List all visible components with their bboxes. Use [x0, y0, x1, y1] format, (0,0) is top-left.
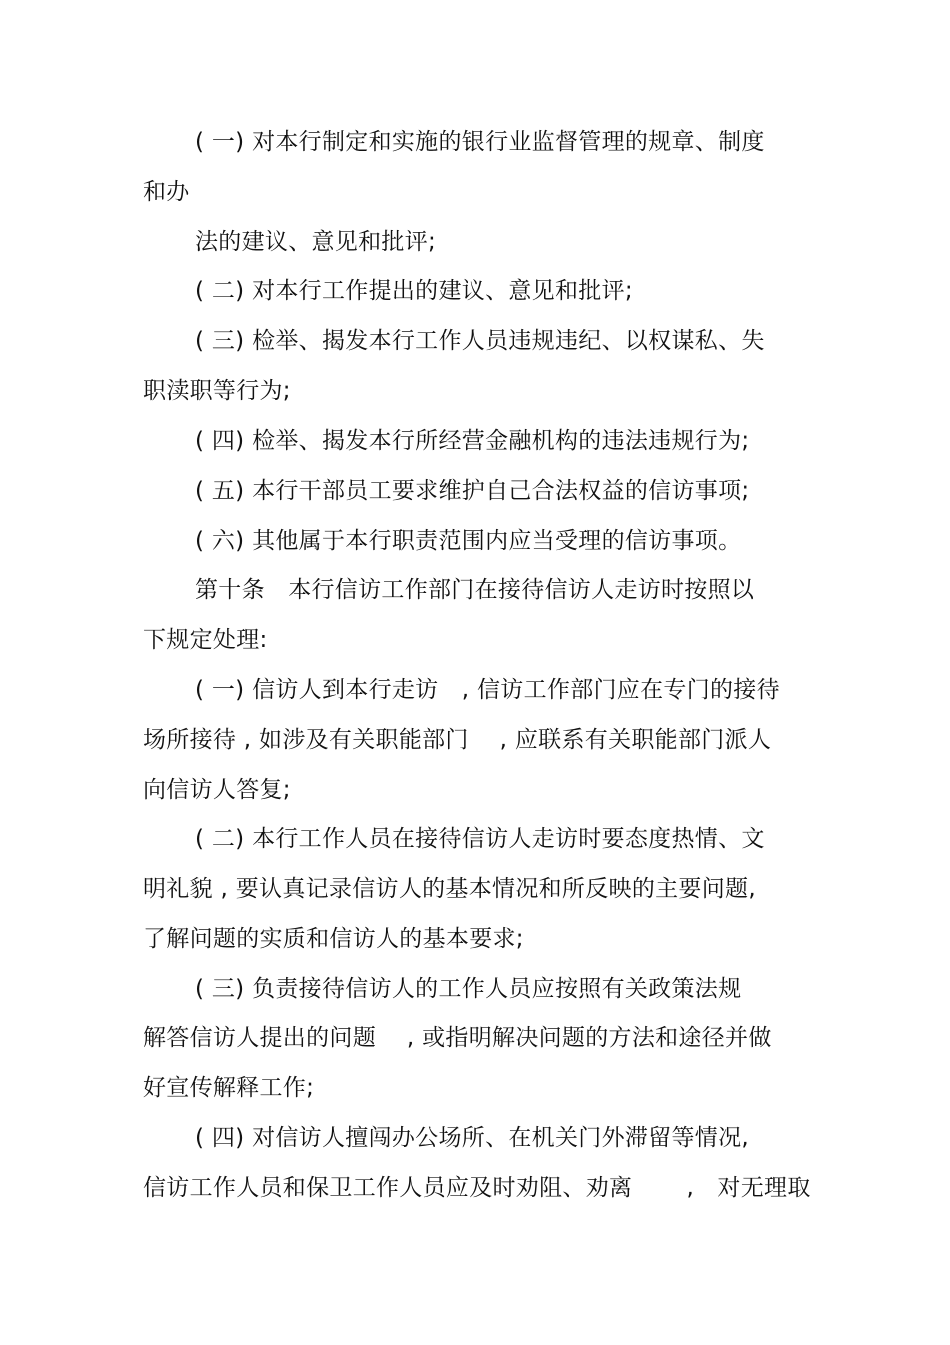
text-line-10: 第十条 本行信访工作部门在接待信访人走访时按照以: [195, 577, 755, 603]
text-line-14: 向信访人答复;: [143, 777, 291, 803]
text-line-18: ( 三) 负责接待信访人的工作人员应按照有关政策法规: [195, 976, 742, 1002]
text-line-8: ( 五) 本行干部员工要求维护自己合法权益的信访事项;: [195, 478, 750, 504]
text-line-21: ( 四) 对信访人擅闯办公场所、在机关门外滞留等情况,: [195, 1125, 749, 1151]
text-line-12: ( 一) 信访人到本行走访 , 信访工作部门应在专门的接待: [195, 677, 780, 703]
text-line-15: ( 二) 本行工作人员在接待信访人走访时要态度热情、文: [195, 826, 765, 852]
text-line-9: ( 六) 其他属于本行职责范围内应当受理的信访事项。: [195, 528, 742, 554]
text-line-2: 和办: [143, 179, 190, 205]
text-line-13: 场所接待 , 如涉及有关职能部门 , 应联系有关职能部门派人: [143, 727, 772, 753]
text-line-5: ( 三) 检举、揭发本行工作人员违规违纪、以权谋私、失: [195, 328, 765, 354]
text-line-16: 明礼貌 , 要认真记录信访人的基本情况和所反映的主要问题,: [143, 876, 756, 902]
text-line-19: 解答信访人提出的问题 , 或指明解决问题的方法和途径并做: [143, 1025, 772, 1051]
text-line-20: 好宣传解释工作;: [143, 1075, 315, 1101]
text-line-4: ( 二) 对本行工作提出的建议、意见和批评;: [195, 278, 633, 304]
text-line-7: ( 四) 检举、揭发本行所经营金融机构的违法违规行为;: [195, 428, 750, 454]
text-line-6: 职渎职等行为;: [143, 378, 291, 404]
text-line-17: 了解问题的实质和信访人的基本要求;: [143, 926, 524, 952]
text-line-22: 信访工作人员和保卫工作人员应及时劝阻、劝离 , 对无理取: [143, 1175, 811, 1201]
text-line-1: ( 一) 对本行制定和实施的银行业监督管理的规章、制度: [195, 129, 765, 155]
text-line-3: 法的建议、意见和批评;: [195, 229, 437, 255]
text-line-11: 下规定处理:: [143, 627, 268, 653]
